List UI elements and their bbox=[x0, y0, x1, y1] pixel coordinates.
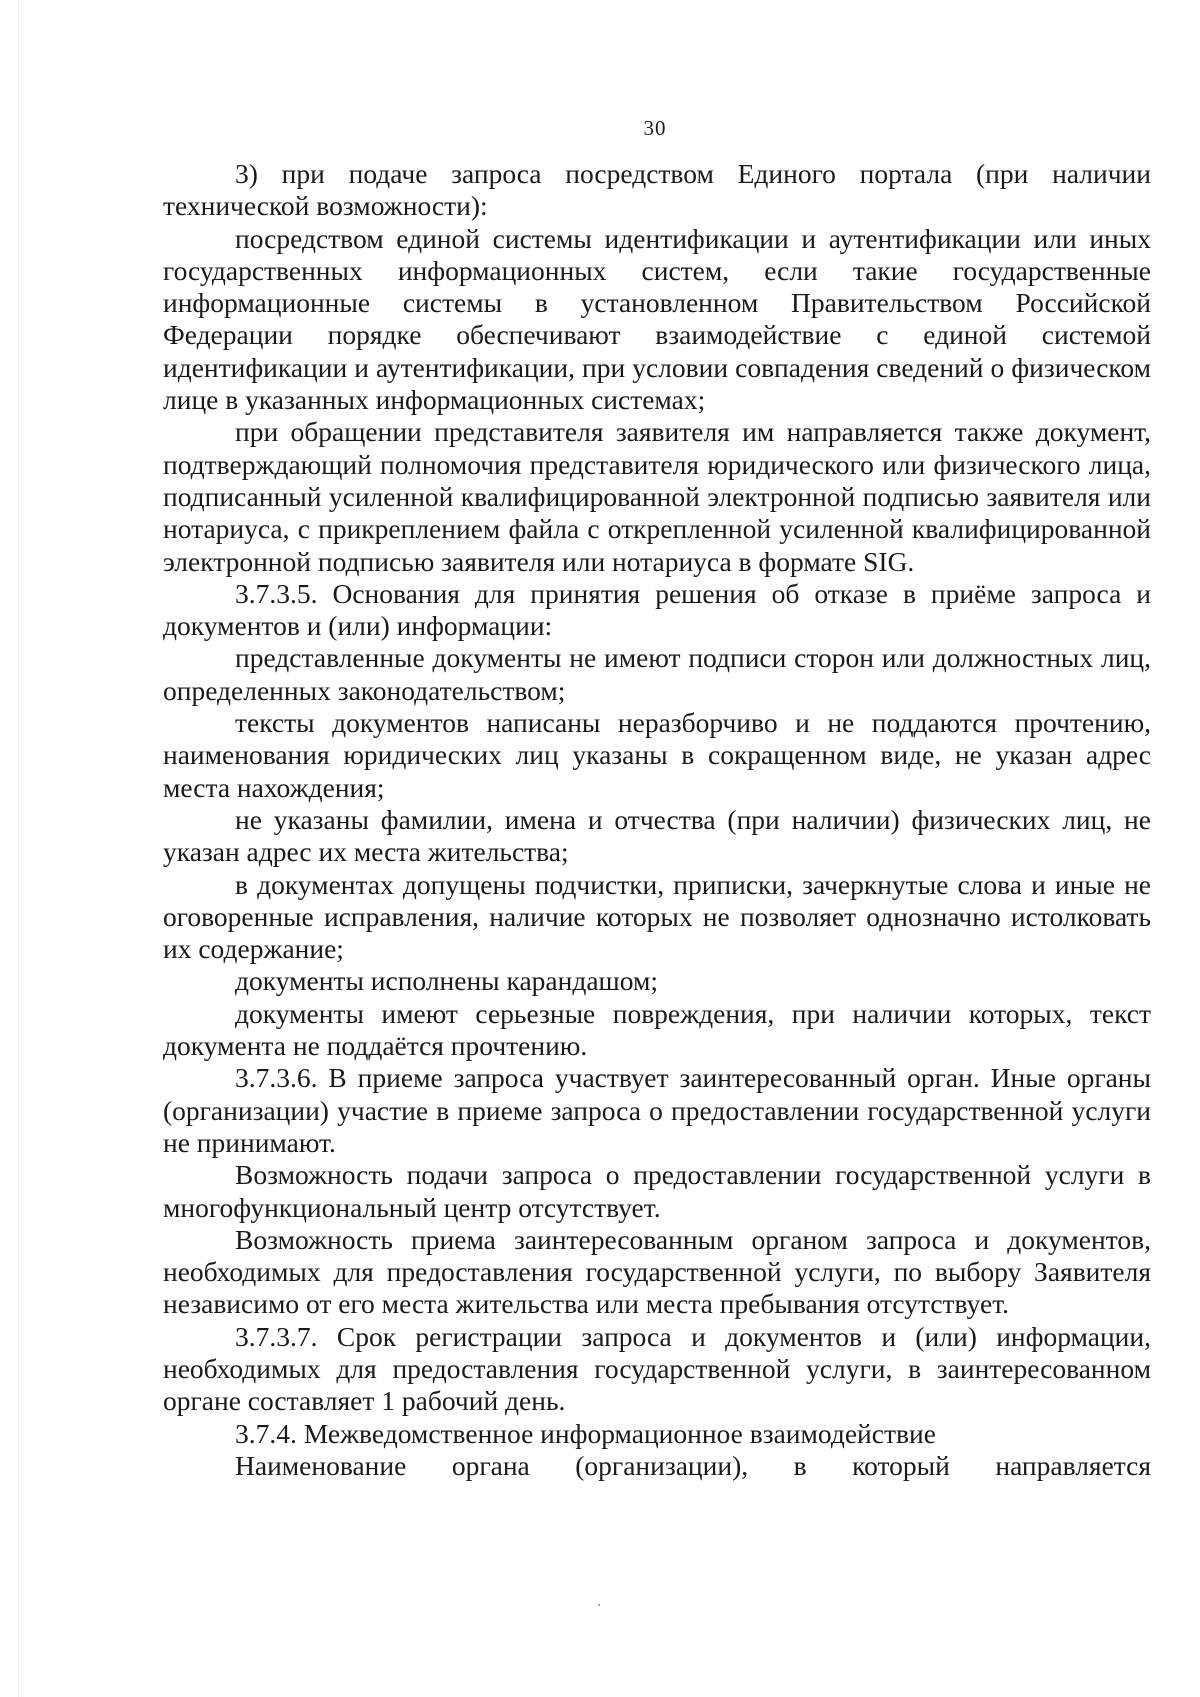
scan-speck bbox=[598, 1604, 600, 1606]
paragraph-no-names: не указаны фамилии, имена и отчества (при наличии) физических лиц, не указан адрес их места жительства; bbox=[163, 803, 1151, 868]
paragraph-mfc-absent: Возможность подачи запроса о предоставлении государственной услуги в многофункциональный центр отсутствует. bbox=[163, 1159, 1151, 1223]
paragraph-illegible-texts: тексты документов написаны неразборчиво и не поддаются прочтению, наименования юридических лиц указаны в сокращенном виде, не указан адрес места нахождения; bbox=[163, 707, 1151, 803]
paragraph-3-7-4-heading: 3.7.4. Межведомственное информационное взаимодействие bbox=[235, 1417, 936, 1449]
paragraph-damage: документы имеют серьезные повреждения, при наличии которых, текст документа не поддаётся прочтению. bbox=[163, 997, 1151, 1062]
page-number: 30 bbox=[643, 116, 667, 140]
paragraph-pencil: документы исполнены карандашом; bbox=[235, 965, 659, 997]
paragraph-3-7-3-5: 3.7.3.5. Основания для принятия решения об отказе в приёме запроса и документов и (или) информации: bbox=[163, 577, 1151, 642]
paragraph-identification-system: посредством единой системы идентификации и аутентификации или иных государственных информационных систем, если такие государственные информационные системы в установленном Правительством Российской Федерации порядке обеспечивают взаимодействие с единой системой идентификации и аутентификации, при условии совпадения сведений о физическом лице в указанных информационных системах; bbox=[163, 222, 1151, 416]
paragraph-organ-name: Наименование органа (организации), в который направляется bbox=[235, 1449, 1151, 1481]
document-body bbox=[163, 158, 1151, 1482]
paragraph-portal-submission: 3) при подаче запроса посредством Единого портала (при наличии технической возможности): bbox=[163, 158, 1151, 222]
paragraph-3-7-3-6: 3.7.3.6. В приеме запроса участвует заинтересованный орган. Иные органы (организации) участие в приеме запроса о предоставлении государственной услуги не принимают. bbox=[163, 1062, 1151, 1158]
paragraph-representative: при обращении представителя заявителя им направляется также документ, подтверждающий полномочия представителя юридического или физического лица, подписанный усиленной квалифицированной электронной подписью заявителя или нотариуса, с прикреплением файла с открепленной усиленной квалифицированной электронной подписью заявителя или нотариуса в формате SIG. bbox=[163, 416, 1151, 577]
paragraph-erasures: в документах допущены подчистки, приписки, зачеркнутые слова и иные не оговоренные исправления, наличие которых не позволяет однозначно истолковать их содержание; bbox=[163, 868, 1151, 965]
paragraph-extraterritorial: Возможность приема заинтересованным органом запроса и документов, необходимых для предоставления государственной услуги, по выбору Заявителя независимо от его места жительства или места пребывания отсутствует. bbox=[163, 1223, 1151, 1320]
paragraph-no-signatures: представленные документы не имеют подписи сторон или должностных лиц, определенных законодательством; bbox=[163, 642, 1151, 706]
scan-edge-line bbox=[18, 0, 19, 1697]
paragraph-3-7-3-7: 3.7.3.7. Срок регистрации запроса и документов и (или) информации, необходимых для предоставления государственной услуги, в заинтересованном органе составляет 1 рабочий день. bbox=[163, 1320, 1151, 1417]
